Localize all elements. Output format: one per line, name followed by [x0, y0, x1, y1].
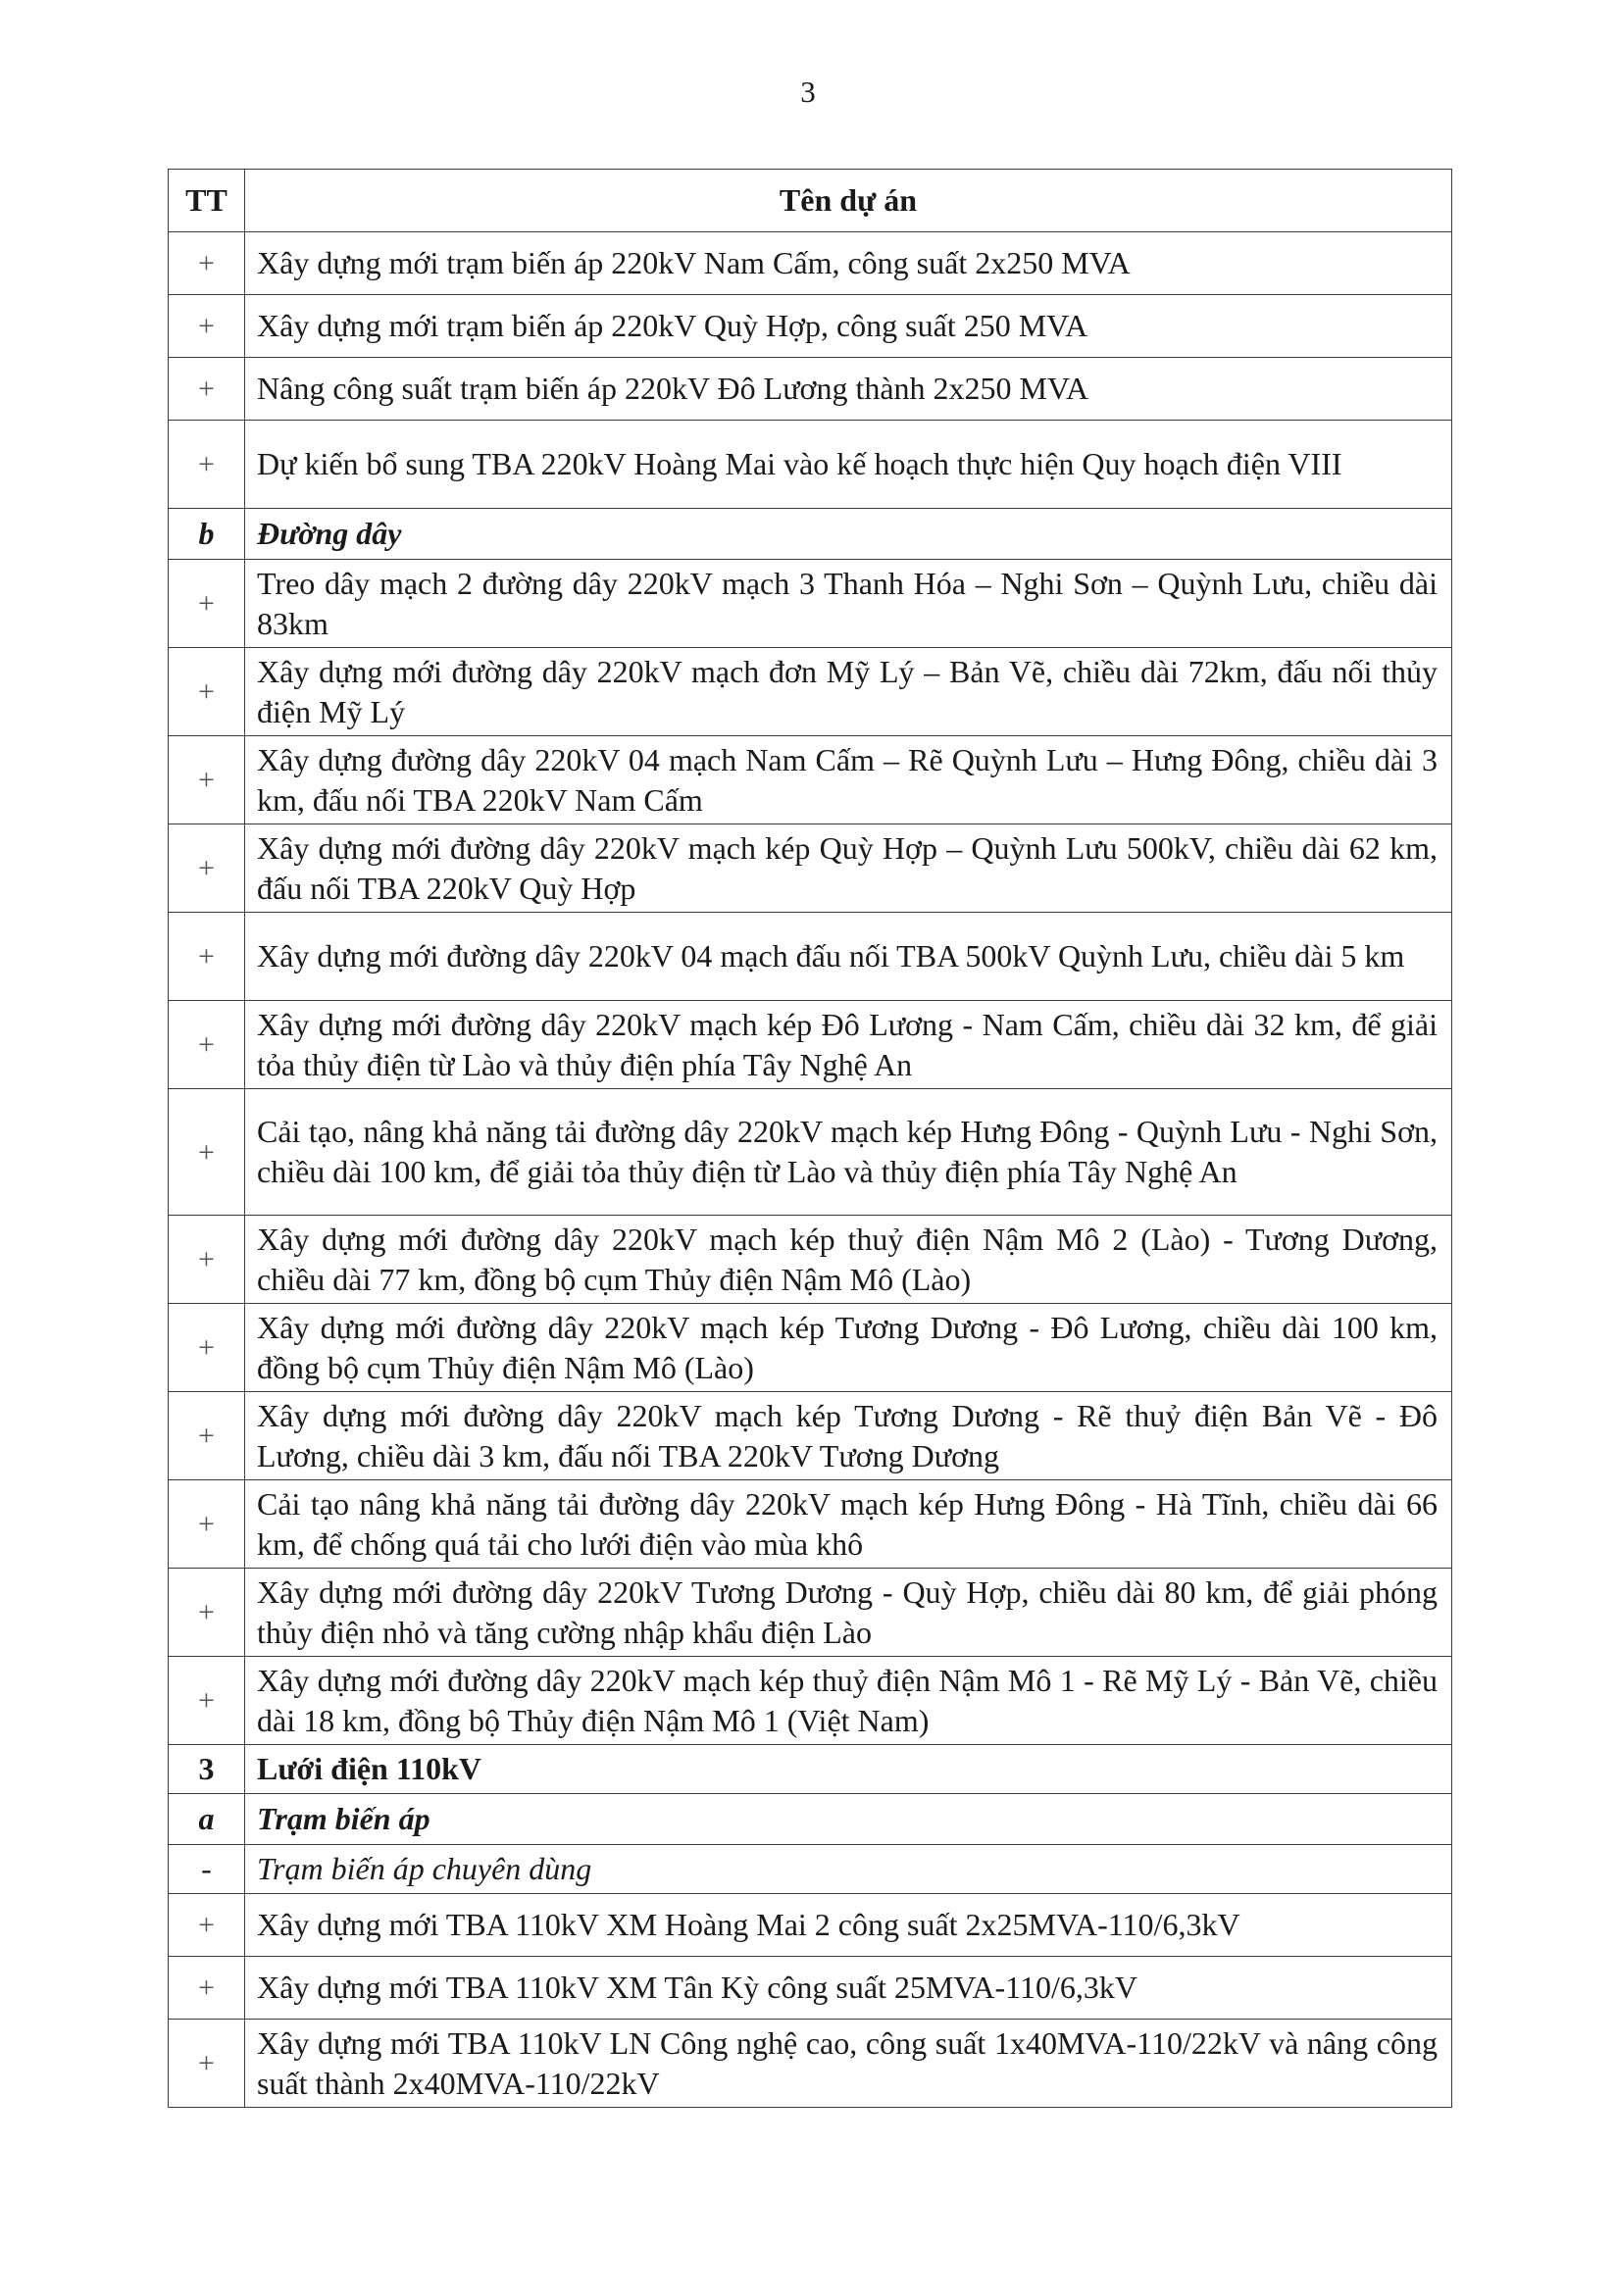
row-number: +	[169, 2020, 245, 2108]
table-row	[169, 2020, 1452, 2108]
project-name: Trạm biến áp chuyên dùng	[245, 1845, 1452, 1894]
table-row	[169, 509, 1452, 560]
table-row	[169, 648, 1452, 736]
project-name: Xây dựng mới đường dây 220kV mạch kép Đô Lương - Nam Cấm, chiều dài 32 km, để giải tỏa thủy điện từ Lào và thủy điện phía Tây Nghệ An	[245, 1001, 1452, 1089]
row-number: +	[169, 1657, 245, 1745]
table-row	[169, 1794, 1452, 1845]
table-row	[169, 1894, 1452, 1957]
project-name: Lưới điện 110kV	[245, 1745, 1452, 1794]
row-number: +	[169, 1089, 245, 1216]
project-name: Đường dây	[245, 509, 1452, 560]
table-row	[169, 1845, 1452, 1894]
project-name: Xây dựng mới trạm biến áp 220kV Quỳ Hợp, công suất 250 MVA	[245, 295, 1452, 358]
row-number: +	[169, 295, 245, 358]
project-name: Xây dựng mới đường dây 220kV mạch kép thuỷ điện Nậm Mô 2 (Lào) - Tương Dương, chiều dài 77 km, đồng bộ cụm Thủy điện Nậm Mô (Lào)	[245, 1216, 1452, 1304]
table-body	[169, 232, 1452, 2108]
table-row	[169, 913, 1452, 1001]
page-number: 3	[800, 75, 816, 109]
table-row	[169, 1001, 1452, 1089]
row-number: -	[169, 1845, 245, 1894]
project-name: Xây dựng mới đường dây 220kV mạch kép Tương Dương - Đô Lương, chiều dài 100 km, đồng bộ cụm Thủy điện Nậm Mô (Lào)	[245, 1304, 1452, 1392]
project-name: Xây dựng mới đường dây 220kV mạch kép Tương Dương - Rẽ thuỷ điện Bản Vẽ - Đô Lương, chiều dài 3 km, đấu nối TBA 220kV Tương Dương	[245, 1392, 1452, 1480]
row-number: +	[169, 1957, 245, 2020]
row-number: 3	[169, 1745, 245, 1794]
table-row	[169, 295, 1452, 358]
table-row	[169, 232, 1452, 295]
row-number: +	[169, 1304, 245, 1392]
row-number: +	[169, 232, 245, 295]
row-number: +	[169, 421, 245, 509]
project-table	[168, 169, 1452, 2108]
row-number: +	[169, 1392, 245, 1480]
table-row	[169, 1569, 1452, 1657]
row-number: +	[169, 736, 245, 824]
project-name: Treo dây mạch 2 đường dây 220kV mạch 3 Thanh Hóa – Nghi Sơn – Quỳnh Lưu, chiều dài 83km	[245, 560, 1452, 648]
header-tt: TT	[169, 170, 245, 232]
table-row	[169, 736, 1452, 824]
table-row	[169, 1216, 1452, 1304]
project-name: Xây dựng mới đường dây 220kV mạch đơn Mỹ Lý – Bản Vẽ, chiều dài 72km, đấu nối thủy điện Mỹ Lý	[245, 648, 1452, 736]
row-number: +	[169, 1894, 245, 1957]
table-row	[169, 421, 1452, 509]
table-row	[169, 1745, 1452, 1794]
project-name: Xây dựng đường dây 220kV 04 mạch Nam Cấm – Rẽ Quỳnh Lưu – Hưng Đông, chiều dài 3 km, đấu nối TBA 220kV Nam Cấm	[245, 736, 1452, 824]
project-name: Xây dựng mới đường dây 220kV Tương Dương - Quỳ Hợp, chiều dài 80 km, để giải phóng thủy điện nhỏ và tăng cường nhập khẩu điện Lào	[245, 1569, 1452, 1657]
row-number: a	[169, 1794, 245, 1845]
table-row	[169, 1392, 1452, 1480]
row-number: b	[169, 509, 245, 560]
project-name: Dự kiến bổ sung TBA 220kV Hoàng Mai vào kế hoạch thực hiện Quy hoạch điện VIII	[245, 421, 1452, 509]
table-row	[169, 1957, 1452, 2020]
row-number: +	[169, 560, 245, 648]
table-row	[169, 358, 1452, 421]
row-number: +	[169, 1569, 245, 1657]
row-number: +	[169, 913, 245, 1001]
project-name: Xây dựng mới TBA 110kV XM Hoàng Mai 2 công suất 2x25MVA-110/6,3kV	[245, 1894, 1452, 1957]
table-row	[169, 1480, 1452, 1569]
header-project-name: Tên dự án	[245, 170, 1452, 232]
project-name: Nâng công suất trạm biến áp 220kV Đô Lương thành 2x250 MVA	[245, 358, 1452, 421]
project-name: Xây dựng mới TBA 110kV XM Tân Kỳ công suất 25MVA-110/6,3kV	[245, 1957, 1452, 2020]
row-number: +	[169, 1001, 245, 1089]
project-name: Cải tạo nâng khả năng tải đường dây 220kV mạch kép Hưng Đông - Hà Tĩnh, chiều dài 66 km, để chống quá tải cho lưới điện vào mùa khô	[245, 1480, 1452, 1569]
table-row	[169, 560, 1452, 648]
table-row	[169, 1304, 1452, 1392]
project-name: Cải tạo, nâng khả năng tải đường dây 220kV mạch kép Hưng Đông - Quỳnh Lưu - Nghi Sơn, chiều dài 100 km, để giải tỏa thủy điện từ Lào và thủy điện phía Tây Nghệ An	[245, 1089, 1452, 1216]
table-header-row	[169, 170, 1452, 232]
table-row	[169, 1657, 1452, 1745]
project-name: Xây dựng mới đường dây 220kV 04 mạch đấu nối TBA 500kV Quỳnh Lưu, chiều dài 5 km	[245, 913, 1452, 1001]
row-number: +	[169, 648, 245, 736]
project-name: Xây dựng mới trạm biến áp 220kV Nam Cấm, công suất 2x250 MVA	[245, 232, 1452, 295]
project-name: Trạm biến áp	[245, 1794, 1452, 1845]
project-name: Xây dựng mới đường dây 220kV mạch kép thuỷ điện Nậm Mô 1 - Rẽ Mỹ Lý - Bản Vẽ, chiều dài 18 km, đồng bộ Thủy điện Nậm Mô 1 (Việt Nam)	[245, 1657, 1452, 1745]
project-name: Xây dựng mới TBA 110kV LN Công nghệ cao, công suất 1x40MVA-110/22kV và nâng công suất thành 2x40MVA-110/22kV	[245, 2020, 1452, 2108]
row-number: +	[169, 358, 245, 421]
project-name: Xây dựng mới đường dây 220kV mạch kép Quỳ Hợp – Quỳnh Lưu 500kV, chiều dài 62 km, đấu nối TBA 220kV Quỳ Hợp	[245, 824, 1452, 913]
table-row	[169, 1089, 1452, 1216]
row-number: +	[169, 1480, 245, 1569]
table-row	[169, 824, 1452, 913]
row-number: +	[169, 1216, 245, 1304]
row-number: +	[169, 824, 245, 913]
